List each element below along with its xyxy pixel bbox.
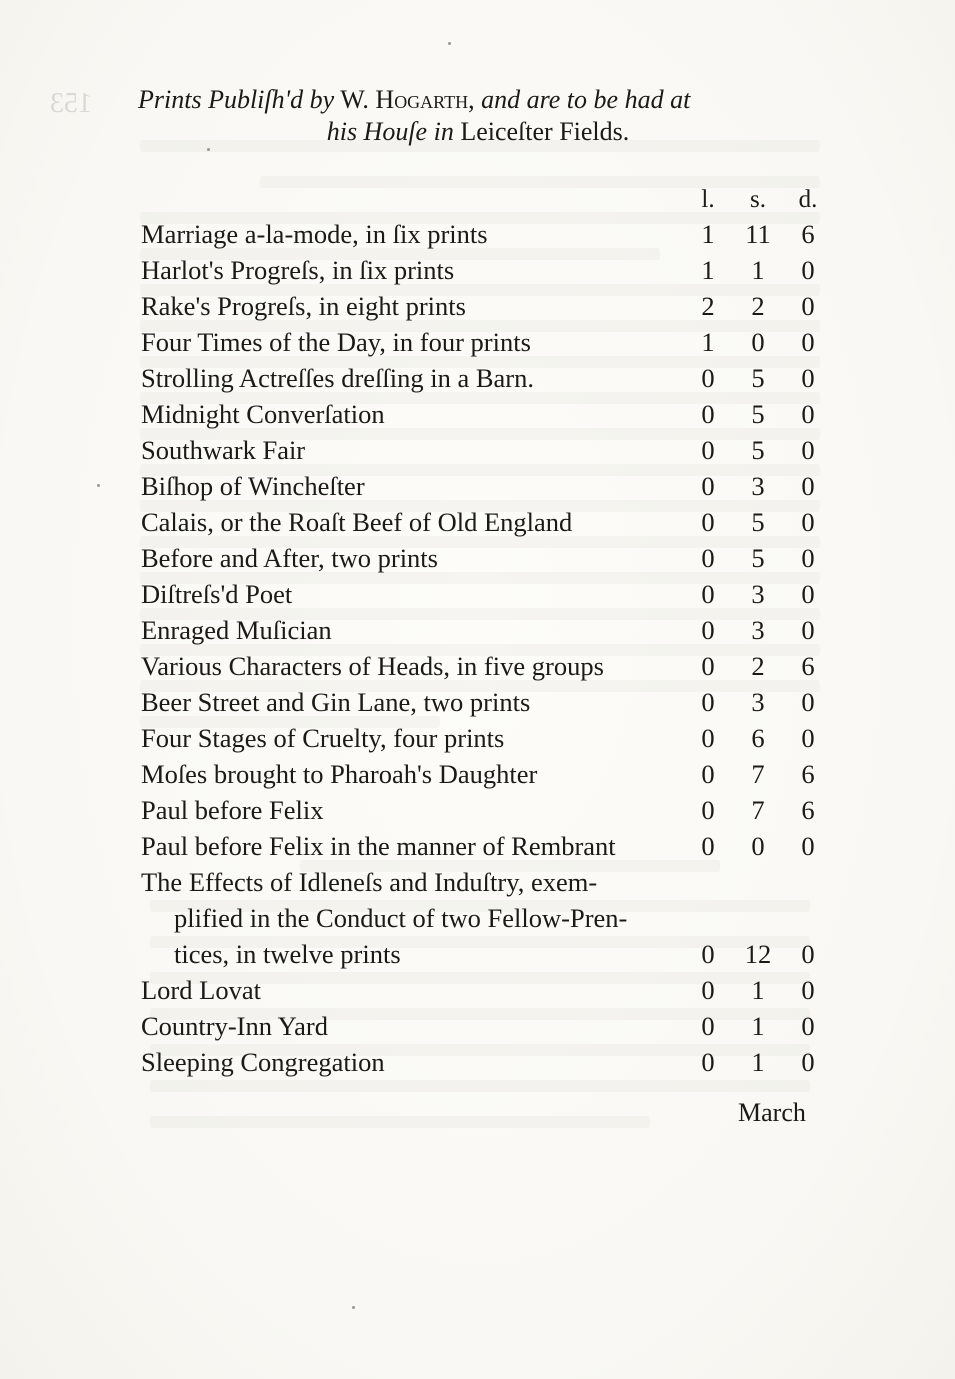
print-title: Before and After, two prints	[141, 543, 438, 573]
price-shillings: 2	[751, 291, 765, 321]
print-title: Calais, or the Roaſt Beef of Old England	[141, 507, 573, 537]
print-speck	[448, 42, 451, 45]
header-address: Leiceſter Fields.	[460, 117, 630, 146]
price-pounds: 0	[701, 651, 715, 681]
price-pounds: 0	[701, 687, 715, 717]
price-list-row	[0, 540, 955, 576]
print-title: Paul before Felix	[141, 795, 324, 825]
price-pounds: 0	[701, 435, 715, 465]
print-title: Southwark Fair	[141, 435, 306, 465]
price-pence: 0	[801, 543, 815, 573]
price-pence: 6	[801, 759, 815, 789]
print-title: Strolling Actreſſes dreſſing in a Barn.	[141, 363, 535, 393]
price-pounds: 1	[701, 327, 715, 357]
price-shillings: 0	[751, 831, 765, 861]
print-speck	[97, 484, 100, 487]
price-list-row	[0, 504, 955, 540]
price-pounds: 0	[701, 939, 715, 969]
print-title: Enraged Muſician	[141, 615, 332, 645]
print-title: Lord Lovat	[141, 975, 261, 1005]
price-shillings: 12	[744, 939, 772, 969]
price-pence: 0	[801, 399, 815, 429]
price-pence: 0	[801, 255, 815, 285]
print-title: Diſtreſs'd Poet	[141, 579, 293, 609]
price-pence: 0	[801, 327, 815, 357]
price-shillings: 5	[751, 435, 765, 465]
price-pounds: 0	[701, 399, 715, 429]
print-title: Moſes brought to Pharoah's Daughter	[141, 759, 538, 789]
price-list-row	[0, 360, 955, 396]
print-title: The Effects of Idleneſs and Induſtry, exem-	[141, 867, 598, 897]
print-speck	[207, 148, 210, 151]
catchword: March	[738, 1098, 806, 1127]
header-line-2	[138, 116, 818, 148]
price-list-row	[0, 1008, 955, 1044]
price-pounds: 0	[701, 471, 715, 501]
print-speck	[352, 1306, 355, 1309]
print-title: Harlot's Progreſs, in ſix prints	[141, 255, 455, 285]
price-shillings: 2	[751, 651, 765, 681]
price-shillings: 1	[751, 255, 765, 285]
price-pence: 0	[801, 831, 815, 861]
price-pounds: 0	[701, 975, 715, 1005]
price-shillings: 5	[751, 399, 765, 429]
column-header-pounds: l.	[701, 186, 715, 213]
price-pence: 0	[801, 1047, 815, 1077]
column-header-shillings: s.	[750, 186, 766, 213]
price-list-row	[0, 324, 955, 360]
price-list-row	[0, 216, 955, 252]
price-shillings: 7	[751, 759, 765, 789]
header-suffix: and are to be had at	[481, 85, 691, 114]
price-list-row	[0, 612, 955, 648]
price-pence: 0	[801, 615, 815, 645]
price-pounds: 0	[701, 543, 715, 573]
price-pounds: 2	[701, 291, 715, 321]
price-pounds: 0	[701, 579, 715, 609]
price-pence: 0	[801, 291, 815, 321]
price-pence: 0	[801, 579, 815, 609]
print-title: plified in the Conduct of two Fellow-Pren-	[174, 903, 628, 933]
price-shillings: 7	[751, 795, 765, 825]
header-prefix: Prints Publiſh'd by	[138, 85, 335, 114]
price-pounds: 0	[701, 759, 715, 789]
column-header-pence: d.	[798, 186, 818, 213]
price-shillings: 1	[751, 1011, 765, 1041]
price-shillings: 3	[751, 579, 765, 609]
price-list-row	[0, 828, 955, 864]
price-pence: 0	[801, 471, 815, 501]
price-shillings: 3	[751, 687, 765, 717]
price-list-row	[0, 468, 955, 504]
price-shillings: 1	[751, 1047, 765, 1077]
price-pence: 0	[801, 363, 815, 393]
price-shillings: 3	[751, 471, 765, 501]
price-pounds: 0	[701, 615, 715, 645]
price-pounds: 0	[701, 507, 715, 537]
print-title: Marriage a-la-mode, in ſix prints	[141, 219, 488, 249]
price-shillings: 0	[751, 327, 765, 357]
price-pounds: 0	[701, 723, 715, 753]
page-header	[138, 84, 818, 148]
price-pounds: 1	[701, 255, 715, 285]
price-list-row	[0, 1044, 955, 1080]
price-list-row	[0, 900, 955, 936]
price-pounds: 0	[701, 363, 715, 393]
price-list-row	[0, 288, 955, 324]
price-list-row	[0, 252, 955, 288]
price-shillings: 5	[751, 507, 765, 537]
print-title: Country-Inn Yard	[141, 1011, 328, 1041]
print-title: Paul before Felix in the manner of Rembrant	[141, 831, 616, 861]
price-pence: 0	[801, 687, 815, 717]
price-pence: 0	[801, 975, 815, 1005]
price-pence: 6	[801, 219, 815, 249]
header-line-1: Prints Publiſh'd by W. Hogarth, and are to be had at	[138, 85, 691, 114]
price-shillings: 3	[751, 615, 765, 645]
print-title: Biſhop of Wincheſter	[141, 471, 365, 501]
price-list-row	[0, 720, 955, 756]
print-title: Midnight Converſation	[141, 399, 385, 429]
price-list-row	[0, 756, 955, 792]
price-shillings: 5	[751, 363, 765, 393]
price-shillings: 1	[751, 975, 765, 1005]
page-number-bleed: 153	[50, 88, 92, 119]
header-address-prefix: his Houſe in	[326, 117, 454, 146]
print-title: tices, in twelve prints	[174, 939, 401, 969]
price-list-row	[0, 648, 955, 684]
price-pounds: 1	[701, 219, 715, 249]
price-list-row	[0, 936, 955, 972]
price-pence: 0	[801, 723, 815, 753]
price-pence: 6	[801, 795, 815, 825]
price-pence: 6	[801, 651, 815, 681]
price-shillings: 11	[745, 219, 771, 249]
print-title: Various Characters of Heads, in five groups	[141, 651, 604, 681]
publisher-name: W. Hogarth	[340, 85, 469, 114]
price-list-row	[0, 792, 955, 828]
price-list-row	[0, 684, 955, 720]
price-shillings: 6	[751, 723, 765, 753]
print-title: Rake's Progreſs, in eight prints	[141, 291, 466, 321]
price-pounds: 0	[701, 1047, 715, 1077]
print-title: Four Times of the Day, in four prints	[141, 327, 531, 357]
price-list-row	[0, 432, 955, 468]
price-pence: 0	[801, 939, 815, 969]
price-pence: 0	[801, 435, 815, 465]
price-list-row	[0, 864, 955, 900]
price-pounds: 0	[701, 1011, 715, 1041]
price-pounds: 0	[701, 831, 715, 861]
currency-column-headers	[0, 186, 955, 216]
price-pounds: 0	[701, 795, 715, 825]
price-list-row	[0, 972, 955, 1008]
print-title: Beer Street and Gin Lane, two prints	[141, 687, 531, 717]
price-list-row	[0, 576, 955, 612]
price-list-row	[0, 396, 955, 432]
price-pence: 0	[801, 1011, 815, 1041]
price-pence: 0	[801, 507, 815, 537]
print-title: Four Stages of Cruelty, four prints	[141, 723, 505, 753]
print-title: Sleeping Congregation	[141, 1047, 385, 1077]
price-shillings: 5	[751, 543, 765, 573]
